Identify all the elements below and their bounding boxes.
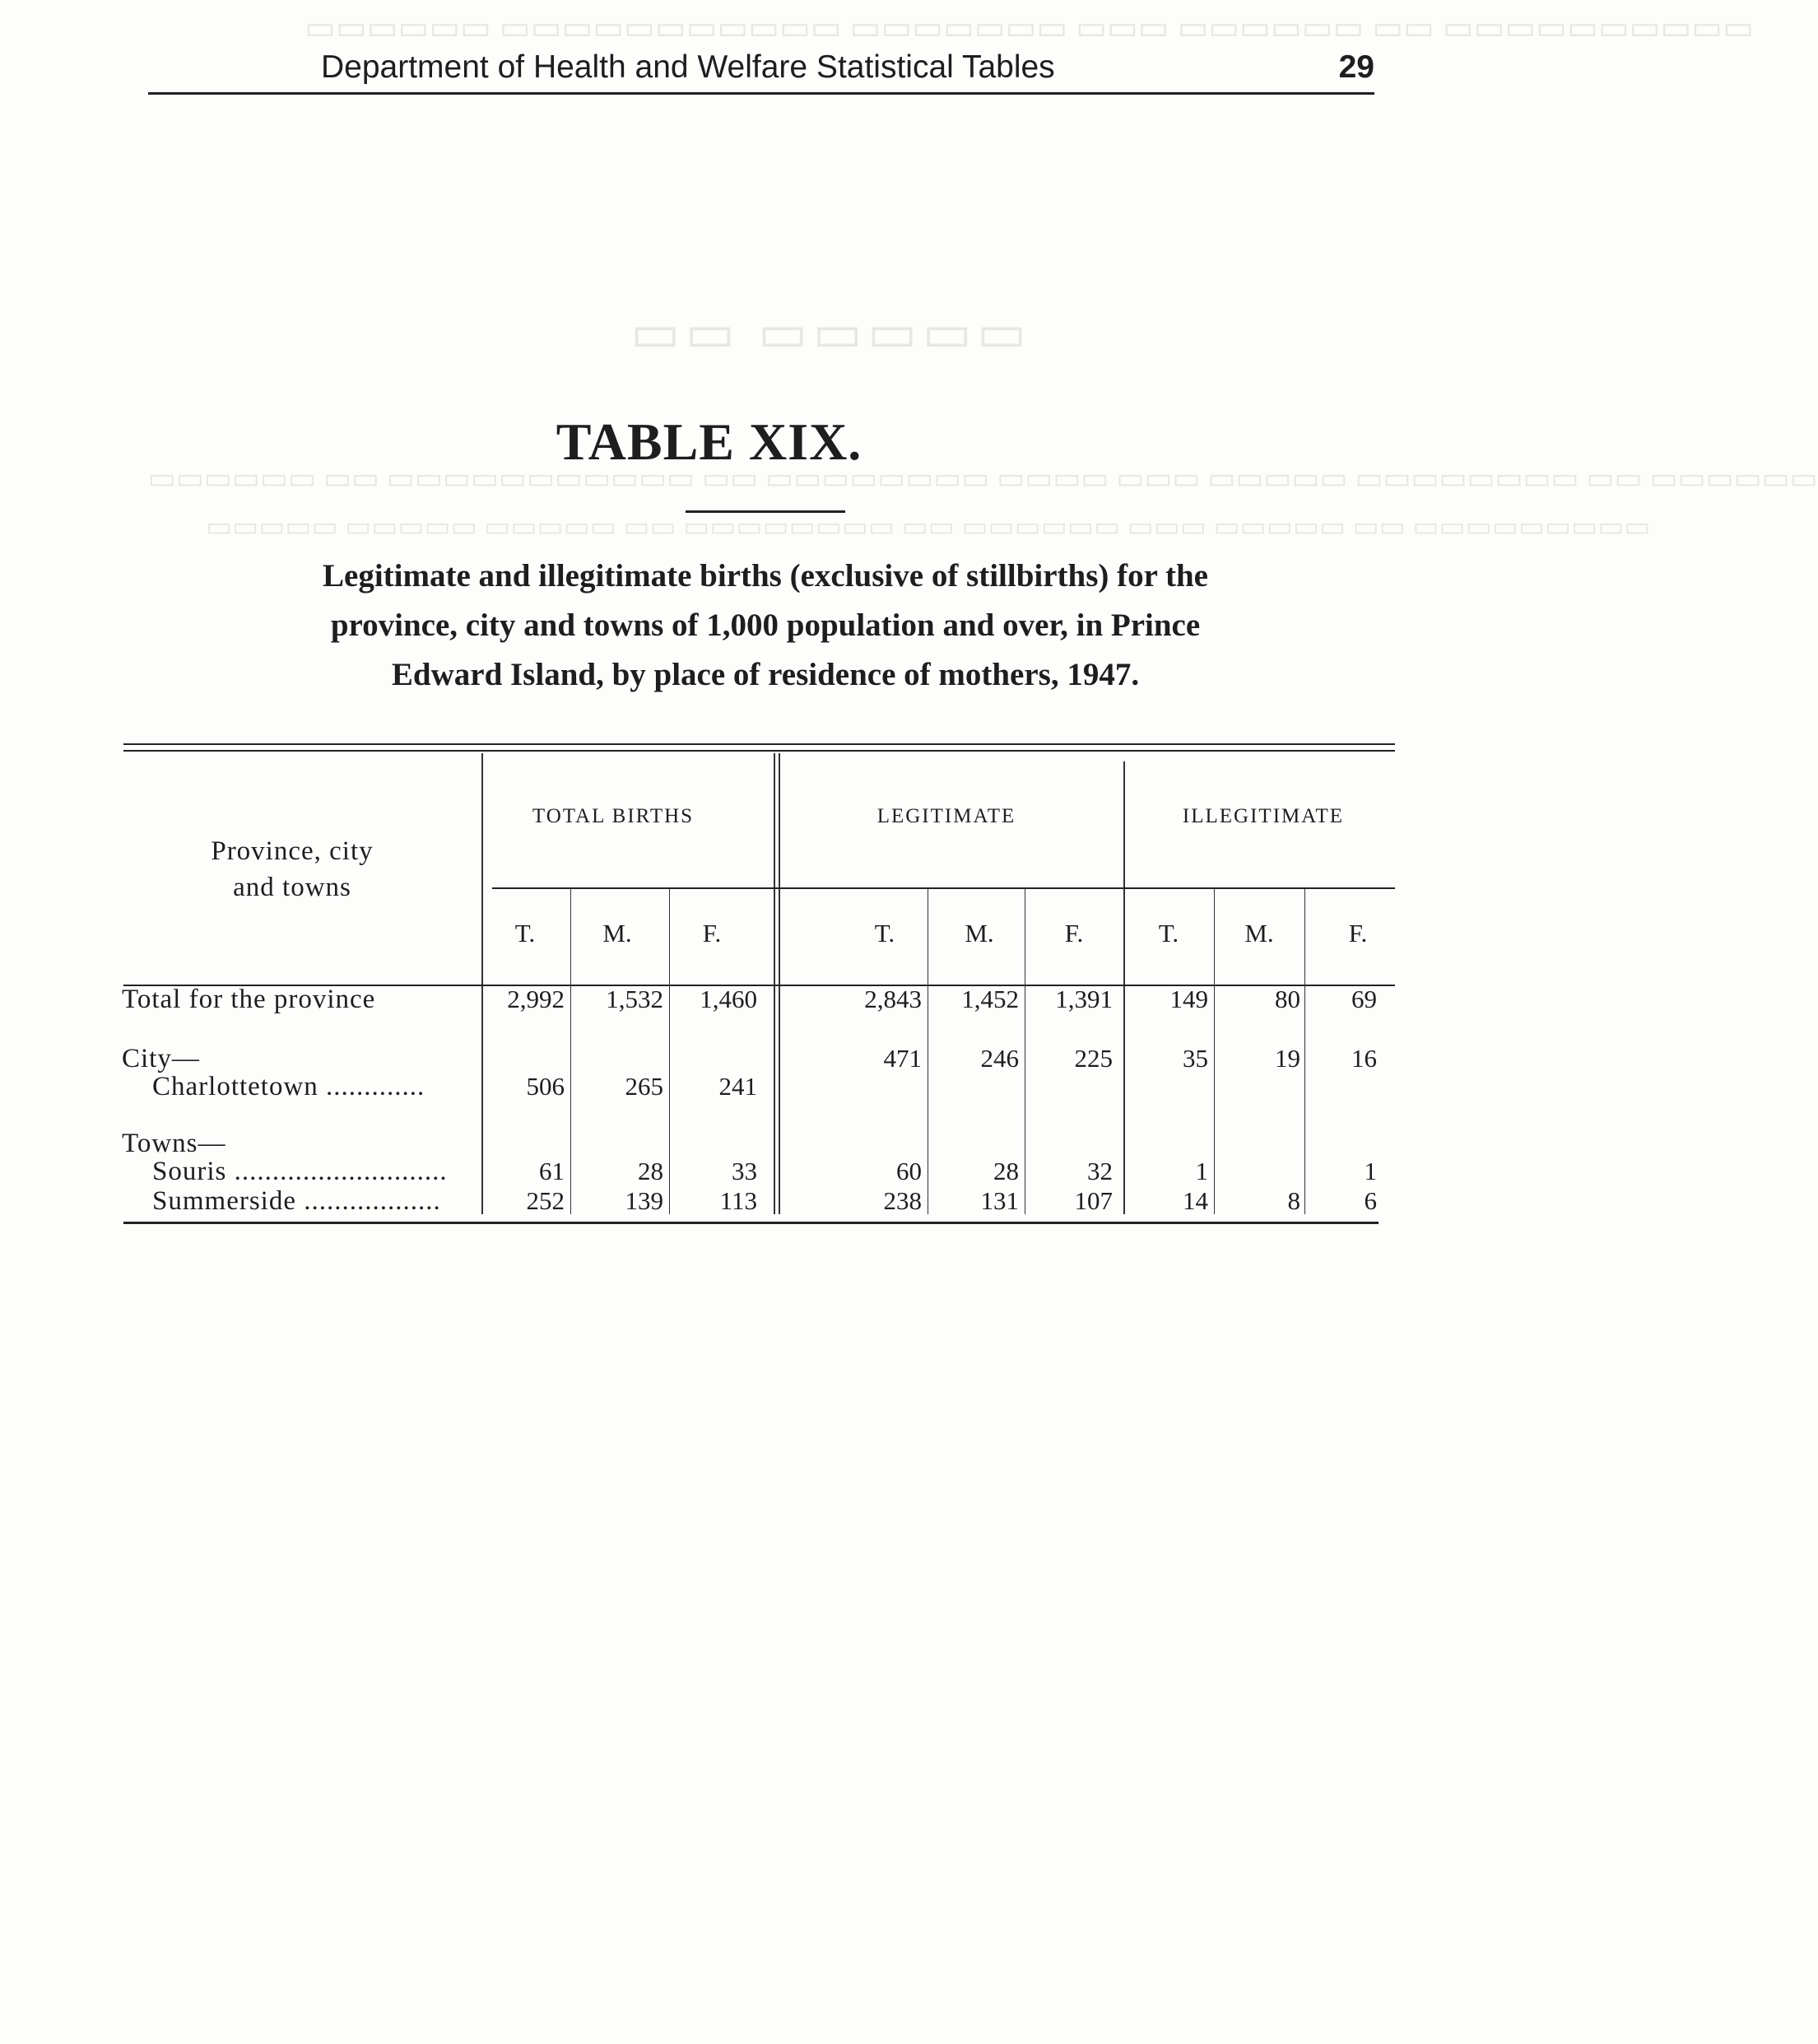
table-cell: 61 bbox=[539, 1157, 565, 1185]
table-cell: 149 bbox=[1169, 985, 1208, 1013]
show-through-text: ▭▭▭▭▭▭ ▭▭ ▭▭▭▭▭▭▭▭ ▭▭▭▭▭ ▭▭▭ ▭▭▭▭ ▭▭▭▭▭▭▭▭ ▭▭ ▭▭▭▭▭▭▭▭▭▭▭ ▭▭ ▭▭▭▭▭▭ bbox=[148, 462, 1818, 495]
table-cell: 8 bbox=[1287, 1186, 1300, 1215]
table-cell: 241 bbox=[718, 1072, 757, 1101]
row-label: Charlottetown ............. bbox=[152, 1072, 425, 1101]
table-cell: 16 bbox=[1351, 1044, 1377, 1073]
column-heading: M. bbox=[965, 919, 994, 948]
table-cell: 2,992 bbox=[507, 985, 565, 1013]
show-through-text: ▭▭▭▭▭▭▭▭▭▭ ▭▭ ▭▭▭▭▭▭ ▭▭▭ ▭▭▭▭▭▭▭ ▭▭▭▭▭▭▭▭▭▭▭ ▭▭▭▭▭▭ bbox=[305, 9, 1754, 46]
title-rule bbox=[686, 510, 845, 513]
show-through-text: ▭▭▭▭▭ ▭▭ bbox=[625, 304, 1027, 362]
table-cell: 1 bbox=[1195, 1157, 1208, 1185]
table-cell: 265 bbox=[625, 1072, 663, 1101]
subtitle-line: province, city and towns of 1,000 population and over, in Prince bbox=[330, 608, 1201, 643]
column-heading: T. bbox=[874, 919, 895, 948]
table-cell: 139 bbox=[625, 1186, 663, 1215]
table-cell: 1 bbox=[1364, 1157, 1377, 1185]
table-cell: 225 bbox=[1074, 1044, 1113, 1073]
column-heading: F. bbox=[1348, 919, 1368, 948]
table-cell: 14 bbox=[1183, 1186, 1208, 1215]
group-heading-legitimate: LEGITIMATE bbox=[876, 805, 1016, 827]
table-cell: 6 bbox=[1364, 1186, 1377, 1215]
table-cell: 32 bbox=[1087, 1157, 1113, 1185]
stub-heading-line: Province, city bbox=[211, 836, 374, 866]
table-top-rule bbox=[123, 743, 1395, 745]
table-cell: 33 bbox=[732, 1157, 757, 1185]
table-cell: 1,391 bbox=[1055, 985, 1113, 1013]
table-cell: 69 bbox=[1351, 985, 1377, 1013]
column-heading: F. bbox=[702, 919, 722, 948]
header-title: Department of Health and Welfare Statistical Tables bbox=[321, 49, 1055, 85]
column-heading: T. bbox=[514, 919, 536, 948]
group-separator bbox=[779, 753, 780, 1214]
row-label: Towns— bbox=[122, 1129, 226, 1158]
subtitle-line: Legitimate and illegitimate births (exclusive of stillbirths) for the bbox=[323, 558, 1208, 594]
table-cell: 506 bbox=[526, 1072, 565, 1101]
group-separator bbox=[774, 753, 775, 1214]
row-label: Total for the province bbox=[122, 985, 376, 1014]
row-label: City— bbox=[122, 1044, 200, 1073]
table-cell: 113 bbox=[719, 1186, 757, 1215]
column-heading: T. bbox=[1158, 919, 1179, 948]
stub-heading bbox=[156, 833, 428, 906]
table-cell: 246 bbox=[980, 1044, 1019, 1073]
table-cell: 60 bbox=[896, 1157, 922, 1185]
stub-heading-line: and towns bbox=[233, 873, 351, 902]
subtitle-line: Edward Island, by place of residence of mothers, 1947. bbox=[391, 657, 1140, 692]
table-cell: 471 bbox=[883, 1044, 922, 1073]
column-heading: F. bbox=[1064, 919, 1084, 948]
table-title: TABLE XIX. bbox=[556, 412, 863, 471]
table-subtitle bbox=[173, 552, 1358, 700]
row-label: Souris ............................ bbox=[152, 1157, 448, 1186]
table-cell: 28 bbox=[638, 1157, 663, 1185]
stub-separator bbox=[481, 753, 483, 1214]
group-heading-illegitimate: ILLEGITIMATE bbox=[1182, 805, 1345, 827]
table-cell: 1,460 bbox=[700, 985, 757, 1013]
table-cell: 1,532 bbox=[606, 985, 663, 1013]
row-label: Summerside .................. bbox=[152, 1186, 441, 1216]
running-header bbox=[148, 49, 1374, 95]
table-cell: 131 bbox=[980, 1186, 1019, 1215]
table-cell: 19 bbox=[1275, 1044, 1300, 1073]
group-heading-total-births: TOTAL BIRTHS bbox=[532, 805, 695, 827]
table-cell: 238 bbox=[883, 1186, 922, 1215]
table-cell: 35 bbox=[1183, 1044, 1208, 1073]
table-cell: 80 bbox=[1275, 985, 1300, 1013]
table-cell: 1,452 bbox=[961, 985, 1019, 1013]
column-heading: M. bbox=[1244, 919, 1274, 948]
table-top-rule bbox=[123, 750, 1395, 752]
column-heading: M. bbox=[602, 919, 632, 948]
group-heading-rule bbox=[492, 887, 1395, 889]
table-cell: 107 bbox=[1074, 1186, 1113, 1215]
page-number: 29 bbox=[1338, 49, 1374, 85]
table-cell: 28 bbox=[993, 1157, 1019, 1185]
table-cell: 252 bbox=[526, 1186, 565, 1215]
table-bottom-rule bbox=[123, 1222, 1379, 1224]
table-cell: 2,843 bbox=[864, 985, 922, 1013]
show-through-text: ▭▭▭▭▭▭▭▭▭ ▭▭ ▭▭▭▭▭ ▭▭▭ ▭▭▭▭▭▭ ▭▭ ▭▭▭▭▭▭▭▭ ▭▭ ▭▭▭▭▭ ▭▭▭▭▭ ▭▭▭▭▭ bbox=[206, 512, 1651, 542]
